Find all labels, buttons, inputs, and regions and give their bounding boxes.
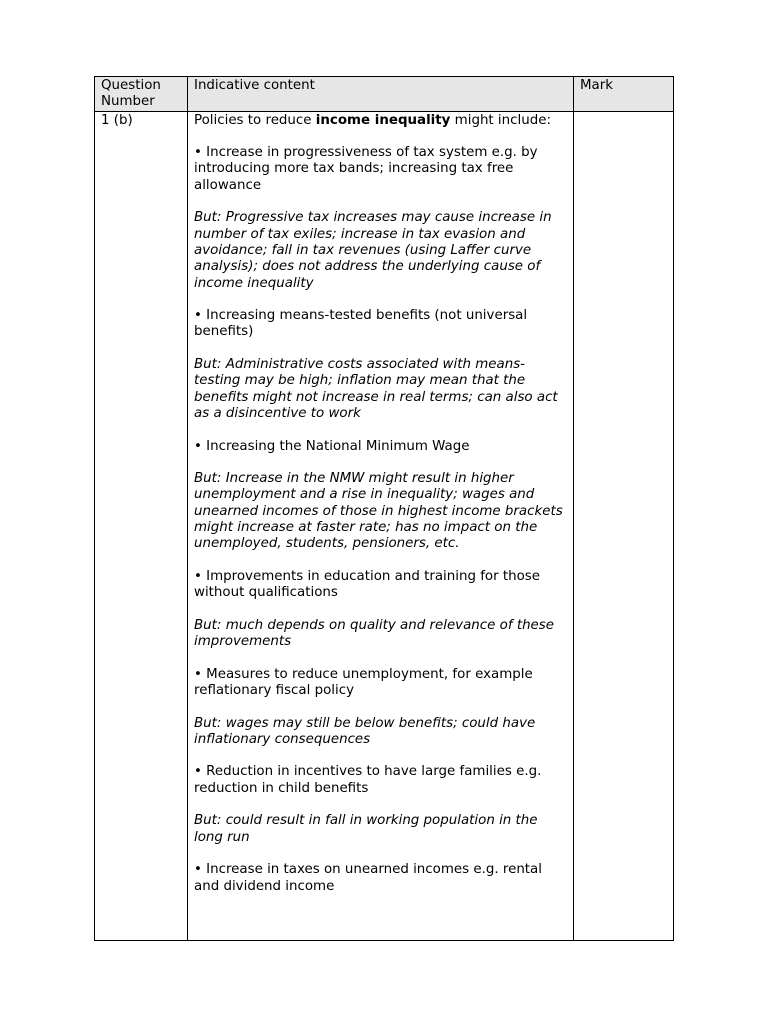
policy-point: • Increase in taxes on unearned incomes e.g. rental and dividend income [194, 862, 542, 894]
header-indicative-content: Indicative content [188, 77, 574, 112]
intro-text [194, 113, 567, 129]
mark-scheme-table [94, 76, 674, 941]
policy-counterpoint: But: Progressive tax increases may cause increase in number of tax exiles; increase in tax evasion and avoidance; fall in tax revenues (using Laffer curve analysis); does not address the underlying cause of income inequality [194, 210, 552, 291]
table-row [95, 111, 674, 940]
policy-point: • Increasing means-tested benefits (not universal benefits) [194, 308, 528, 340]
policy-counterpoint: But: could result in fall in working population in the long run [194, 813, 538, 845]
policy-counterpoint: But: much depends on quality and relevance of these improvements [194, 617, 555, 650]
policy-point: • Reduction in incentives to have large families e.g. reduction in child benefits [194, 764, 542, 796]
intro-bold-term: income inequality [315, 112, 451, 128]
intro-after: might include: [450, 112, 551, 128]
policy-point: • Increasing the National Minimum Wage [194, 438, 470, 454]
intro-before: Policies to reduce [194, 112, 316, 128]
header-row [95, 77, 674, 112]
mark-cell [574, 111, 674, 940]
policy-counterpoint: But: Increase in the NMW might result in higher unemployment and a rise in inequality; wages and unearned incomes of those in highest income brackets might increase at faster rate; has no impact on the unemployed, students, pensioners, etc. [194, 471, 563, 552]
question-number-cell: 1 (b) [95, 111, 188, 940]
policy-point: • Improvements in education and training for those without qualifications [194, 568, 541, 601]
policy-point: • Measures to reduce unemployment, for example reflationary fiscal policy [194, 666, 533, 698]
header-mark: Mark [574, 77, 674, 112]
policy-counterpoint: But: Administrative costs associated with means-testing may be high; inflation may mean that the benefits might not increase in real terms; can also act as a disincentive to work [194, 357, 558, 421]
policy-point: • Increase in progressiveness of tax system e.g. by introducing more tax bands; increasing tax free allowance [194, 145, 538, 193]
indicative-content-cell [188, 111, 574, 940]
header-question-number: Question Number [95, 77, 188, 112]
policy-counterpoint: But: wages may still be below benefits; could have inflationary consequences [194, 715, 536, 747]
